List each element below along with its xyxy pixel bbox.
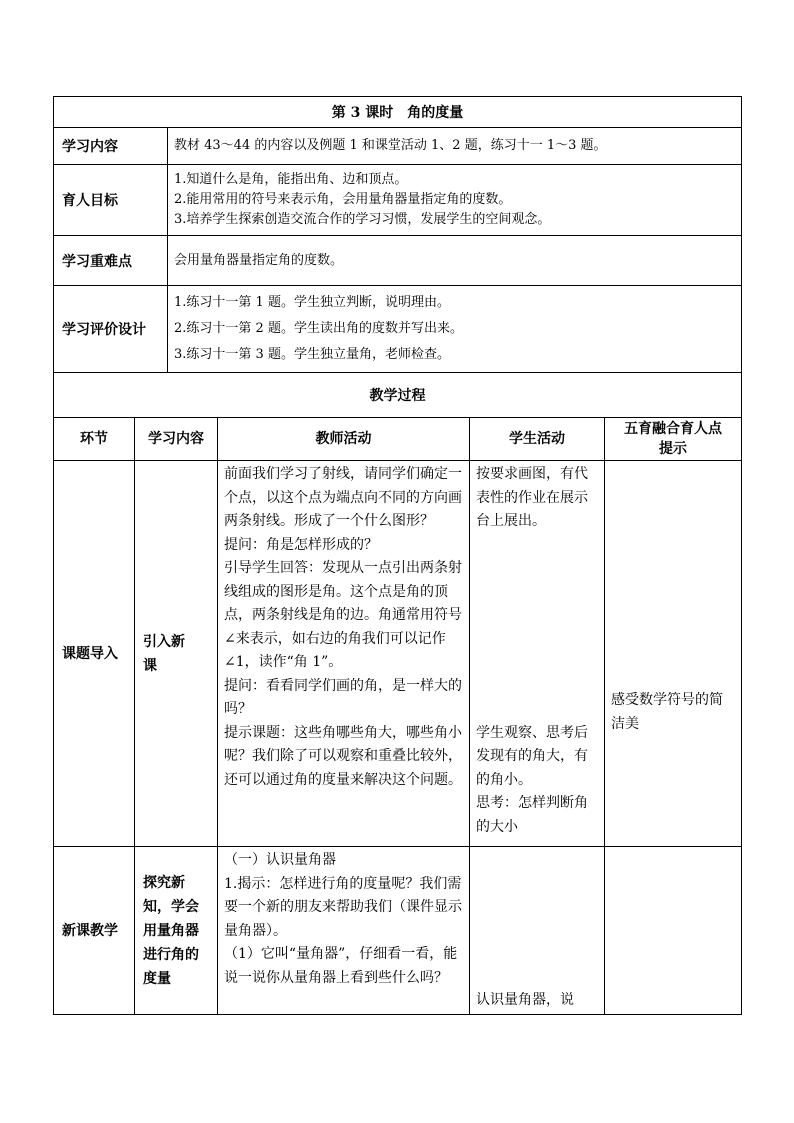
process-heading: 教学过程 — [54, 373, 742, 418]
col-stage: 环节 — [54, 418, 135, 461]
col-teacher: 教师活动 — [218, 418, 470, 461]
stage-new-label: 新课教学 — [54, 847, 135, 1015]
teaching-process-table — [53, 372, 742, 1015]
label-evaluation-design: 学习评价设计 — [54, 286, 168, 373]
stage-intro-label: 课题导入 — [54, 461, 135, 847]
evaluation-design-text: 1.练习十一第 1 题。学生独立判断，说明理由。 2.练习十一第 2 题。学生读出角的度数并写出来。 3.练习十一第 3 题。学生独立量角，老师检查。 — [168, 286, 742, 373]
stage-intro-content: 引入新课 — [135, 461, 218, 847]
study-content-text: 教材 43～44 的内容以及例题 1 和课堂活动 1、2 题，练习十一 1～3 题。 — [168, 128, 742, 165]
lesson-info-table — [53, 96, 742, 373]
label-education-goals: 育人目标 — [54, 165, 168, 236]
label-study-content: 学习内容 — [54, 128, 168, 165]
lesson-title: 第 3 课时 角的度量 — [54, 97, 742, 128]
col-content: 学习内容 — [135, 418, 218, 461]
stage-intro-student: 按要求画图，有代表性的作业在展示台上展出。 学生观察、思考后发现有的角大，有的角小。 思考：怎样判断角的大小 — [470, 461, 605, 847]
stage-new-hint — [605, 847, 742, 1015]
stage-intro-teacher: 前面我们学习了射线，请同学们确定一个点，以这个点为端点向不同的方向画两条射线。形成了一个什么图形？ 提问：角是怎样形成的？ 引导学生回答：发现从一点引出两条射线组成的图形是角。这个点是角的顶点，两条射线是角的边。角通常用符号∠来表示，如右边的角我们可以记作∠1，读作“角 1”。 提问：看看同学们画的角，是一样大的吗？ 提示课题：这些角哪些角大，哪些角小呢？我们除了可以观察和重叠比较外，还可以通过角的度量来解决这个问题。 — [218, 461, 470, 847]
stage-new-student: 认识量角器，说 — [470, 847, 605, 1015]
education-goals-text: 1.知道什么是角，能指出角、边和顶点。 2.能用常用的符号来表示角，会用量角器量指定角的度数。 3.培养学生探索创造交流合作的学习习惯，发展学生的空间观念。 — [168, 165, 742, 236]
key-difficulties-text: 会用量角器量指定角的度数。 — [168, 236, 742, 286]
stage-new-teacher: （一）认识量角器 1.揭示：怎样进行角的度量呢？我们需要一个新的朋友来帮助我们（课件显示量角器）。 （1）它叫“量角器”，仔细看一看，能说一说你从量角器上看到些什么吗？ — [218, 847, 470, 1015]
col-student: 学生活动 — [470, 418, 605, 461]
label-key-difficulties: 学习重难点 — [54, 236, 168, 286]
lesson-plan-page — [53, 96, 741, 1015]
stage-intro-hint: 感受数学符号的简洁美 — [605, 461, 742, 847]
stage-new-content: 探究新知，学会用量角器进行角的度量 — [135, 847, 218, 1015]
col-hint: 五育融合育人点提示 — [605, 418, 742, 461]
